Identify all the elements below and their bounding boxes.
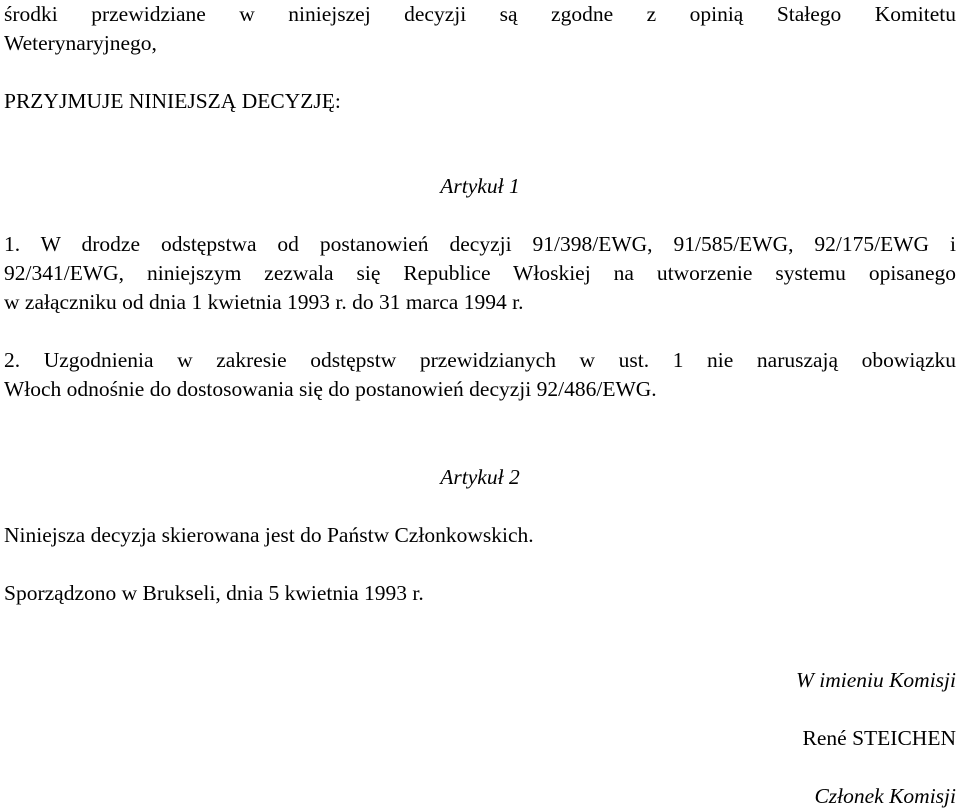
preamble-paragraph bbox=[4, 0, 956, 58]
article-1-para-2-line-2: Włoch odnośnie do dostosowania się do postanowień decyzji 92/486/EWG. bbox=[4, 377, 657, 401]
article-2-text: Niniejsza decyzja skierowana jest do Państw Członkowskich. bbox=[4, 523, 534, 547]
article-1-paragraph-1 bbox=[4, 230, 956, 317]
article-1-para-1-line-1: 1. W drodze odstępstwa od postanowień decyzji 91/398/EWG, 91/585/EWG, 92/175/EWG i bbox=[4, 232, 956, 256]
article-1-title: Artykuł 1 bbox=[440, 174, 520, 198]
article-2-title: Artykuł 2 bbox=[440, 465, 520, 489]
preamble-line-1: środki przewidziane w niniejszej decyzji są zgodne z opinią Stałego Komitetu bbox=[4, 2, 956, 26]
document-page bbox=[4, 0, 956, 811]
article-1-para-1-line-3: w załączniku od dnia 1 kwietnia 1993 r. do 31 marca 1994 r. bbox=[4, 290, 524, 314]
article-1-para-1-line-2: 92/341/EWG, niniejszym zezwala się Republice Włoskiej na utworzenie systemu opisanego bbox=[4, 261, 956, 285]
decision-heading: PRZYJMUJE NINIEJSZĄ DECYZJĘ: bbox=[4, 89, 341, 113]
article-1-paragraph-2 bbox=[4, 346, 956, 404]
signature-role: Członek Komisji bbox=[814, 784, 956, 808]
done-at-text: Sporządzono w Brukseli, dnia 5 kwietnia 1993 r. bbox=[4, 581, 424, 605]
preamble-line-2: Weterynaryjnego, bbox=[4, 31, 157, 55]
article-1-para-2-line-1: 2. Uzgodnienia w zakresie odstępstw przewidzianych w ust. 1 nie naruszają obowiązku bbox=[4, 348, 956, 372]
signature-name: René STEICHEN bbox=[802, 726, 956, 750]
signature-on-behalf: W imieniu Komisji bbox=[795, 668, 956, 692]
